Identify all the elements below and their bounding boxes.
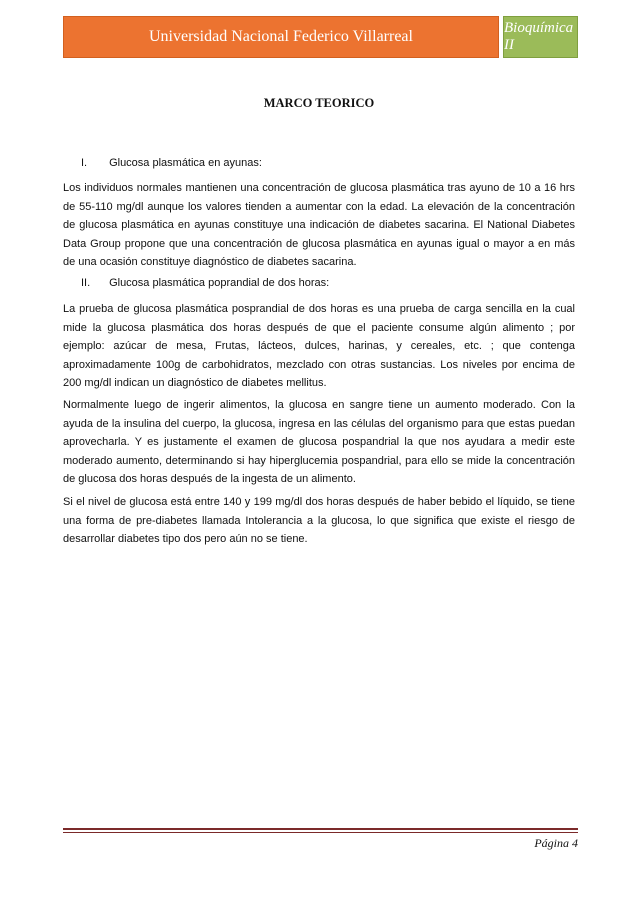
university-name: Universidad Nacional Federico Villarreal (63, 16, 499, 58)
page-number: Página 4 (534, 836, 578, 850)
page-title: MARCO TEORICO (263, 96, 375, 110)
footer-divider (63, 828, 578, 830)
paragraph: Los individuos normales mantienen una concentración de glucosa plasmática tras ayuno de 10 a 16 hrs de 55-110 mg/dl aunque los valores tienden a aumentar con la edad. La elevación de la concentración de glucosa plasmática en ayunas constituye una indicación de diabetes sacarina. El National Diabetes Data Group propone que una concentración de glucosa plasmática en ayunas igual o mayor a en más de una ocasión constituye diagnóstico de diabetes sacarina. (63, 182, 575, 269)
section-heading-1 (81, 157, 262, 169)
section-heading-2 (81, 277, 329, 289)
page-header (63, 16, 578, 58)
paragraph: Si el nivel de glucosa está entre 140 y 199 mg/dl dos horas después de haber bebido el líquido, se tiene una forma de pre-diabetes llamada Intolerancia a la glucosa, lo que significa que existe el riesgo de desarrollar diabetes tipo dos pero aún no se tiene. (63, 496, 575, 546)
section-heading-text: Glucosa plasmática poprandial de dos horas: (109, 277, 330, 289)
section-number: I. (81, 157, 88, 169)
section-heading-text: Glucosa plasmática en ayunas: (109, 157, 262, 169)
paragraph: Normalmente luego de ingerir alimentos, la glucosa en sangre tiene un aumento moderado. Con la ayuda de la insulina del cuerpo, la glucosa, ingresa en las células del organismo para que estas puedan aprovecharla. Y es justamente el examen de glucosa pospandrial la que nos ayudara a medir este moderado aumento, determinando si hay hiperglucemia pospandrial, para ello se mide la concentración de glucosa dos horas después de la ingesta de un alimento. (63, 399, 575, 486)
section-number: II. (81, 277, 91, 289)
footer-divider-thin (63, 832, 578, 833)
course-name: Bioquímica II (503, 16, 578, 58)
paragraph: La prueba de glucosa plasmática posprandial de dos horas es una prueba de carga sencilla en la cual mide la glucosa plasmática dos horas después de que el paciente consume algún alimento ; por ejemplo: azúcar de mesa, Frutas, lácteos, dulces, harinas, y cereales, etc. ; que contenga aproximadamente 100g de carbohidratos, mezclado con otras sustancias. Los niveles por encima de 200 mg/dl indican un diagnóstico de diabetes mellitus. (63, 303, 575, 390)
